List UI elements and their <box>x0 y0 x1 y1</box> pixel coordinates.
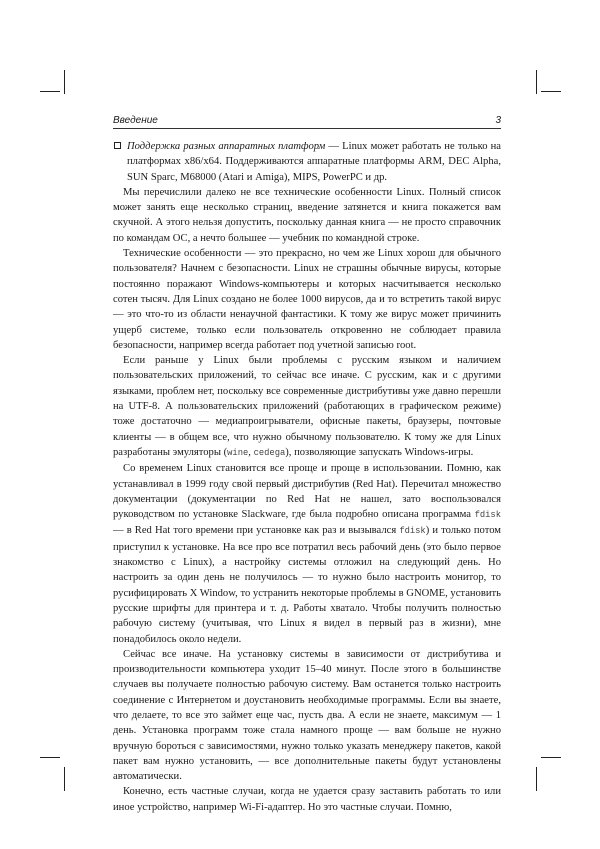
crop-mark-top-right-v <box>536 70 537 94</box>
crop-mark-bottom-left-v <box>64 767 65 791</box>
paragraph-4-text-c: ) и только потом приступил к установке. На все про все потратил весь рабочий день (это было первое знакомство с Linux), а настройку системы отложил на следующий день. Но настроить за один день не получилось — то нужно было настроить монитор, то русифицировать X Window, то устранить некоторые проблемы в GNOME, установить русские шрифты для принтера и т. д. Работы хватало. Чтобы получить полностью рабочую систему (учитывая, что Linux я видел в первый раз в жизни), мне понадобилось около недели. <box>113 525 501 645</box>
paragraph-3-text-a: Если раньше у Linux были проблемы с русским языком и наличием пользовательских приложений, то сейчас все иначе. С русским, как и с другими языками, проблем нет, поскольку все современные дистрибутивы уже давно перешли на UTF-8. А пользовательских приложений (работающих в графическом режиме) тоже достаточно — медиапроигрыватели, офисные пакеты, браузеры, почтовые клиенты — в общем все, что нужно обычному пользователю. К тому же для Linux разработаны эмуляторы ( <box>113 355 501 458</box>
paragraph-5: Сейчас все иначе. На установку системы в зависимости от дистрибутива и производительности компьютера уходит 15–40 минут. После этого в большинстве случаев вы получаете полностью рабочую систему. Вам останется только настроить соединение с Интернетом и доустановить необходимые программы. Если вы знаете, что делаете, то все это займет еще час, пусть два. А если не знаете, максимум — 1 день. Установка программ тоже стала намного проще — вам больше не нужно вручную бороться с зависимостями, нужно только указать менеджеру пакетов, какой пакет вам нужно установить, — все дополнительные пакеты будут установлены автоматически. <box>113 648 501 783</box>
paragraph-6: Конечно, есть частные случаи, когда не удается сразу заставить работать то или иное устройство, например Wi-Fi-адаптер. Но это частные случаи. Помню, <box>113 786 501 813</box>
crop-mark-top-left-h <box>40 91 60 92</box>
paragraph-4-text-a: Со временем Linux становится все проще и проще в использовании. Помню, как устанавливал в 1999 году свой первый дистрибутив (Red Hat). Перечитал множество документации (документации по Red Hat не нашел, зато воспользовался руководством по установке Slackware, где была подробно описана программа <box>113 463 501 521</box>
checkbox-bullet-icon <box>114 142 121 149</box>
crop-mark-top-left-v <box>64 70 65 94</box>
paragraph-4 <box>113 461 501 647</box>
code-fdisk-1: fdisk <box>474 510 501 521</box>
code-wine: wine <box>227 447 249 458</box>
bullet-item-hardware-platforms <box>113 139 501 185</box>
crop-mark-bottom-left-h <box>40 757 60 758</box>
running-header <box>113 112 501 128</box>
paragraph-4-text-b: — в Red Hat того времени при установке как раз и вызывался <box>113 525 400 537</box>
code-cedega: cedega <box>253 447 286 458</box>
paragraph-1: Мы перечислили далеко не все технические особенности Linux. Полный список может занять еще несколько страниц, введение затянется и книга покажется вам скучной. А этого нельзя допустить, поскольку данная книга — не просто справочник по командам ОС, а нечто большее — учебник по командной строке. <box>113 186 501 244</box>
bullet-text: — Linux может работать не только на платформах x86/x64. Поддерживаются аппаратные платформы ARM, DEC Alpha, SUN Sparc, M68000 (Atari и Amiga), MIPS, PowerPC и др. <box>127 141 501 183</box>
header-rule <box>113 128 501 129</box>
paragraph-2: Технические особенности — это прекрасно, но чем же Linux хорош для обычного пользователя? Начнем с безопасности. Linux не страшны обычные вирусы, которые постоянно поражают Windows-компьютеры и которых насчитывается несколько сотен тысяч. Для Linux создано не более 1000 вирусов, да и то встретить такой вирус — это что-то из области ненаучной фантастики. К тому же вирус может причинить ущерб системе, только если пользователь откровенно не соблюдает правила безопасности, например всегда работает под учетной записью root. <box>113 248 501 351</box>
paragraph-3 <box>113 353 501 461</box>
paragraph-3-text-b: ), позволяющие запускать Windows-игры. <box>285 446 474 458</box>
crop-mark-bottom-right-v <box>536 767 537 791</box>
page-number: 3 <box>495 115 501 126</box>
page-body <box>113 139 501 815</box>
crop-mark-top-right-h <box>541 91 561 92</box>
section-title: Введение <box>113 115 158 126</box>
paragraph-3-sep: , <box>248 446 254 458</box>
crop-mark-bottom-right-h <box>541 757 561 758</box>
bullet-title: Поддержка разных аппаратных платформ <box>127 141 326 152</box>
code-fdisk-2: fdisk <box>399 526 426 537</box>
